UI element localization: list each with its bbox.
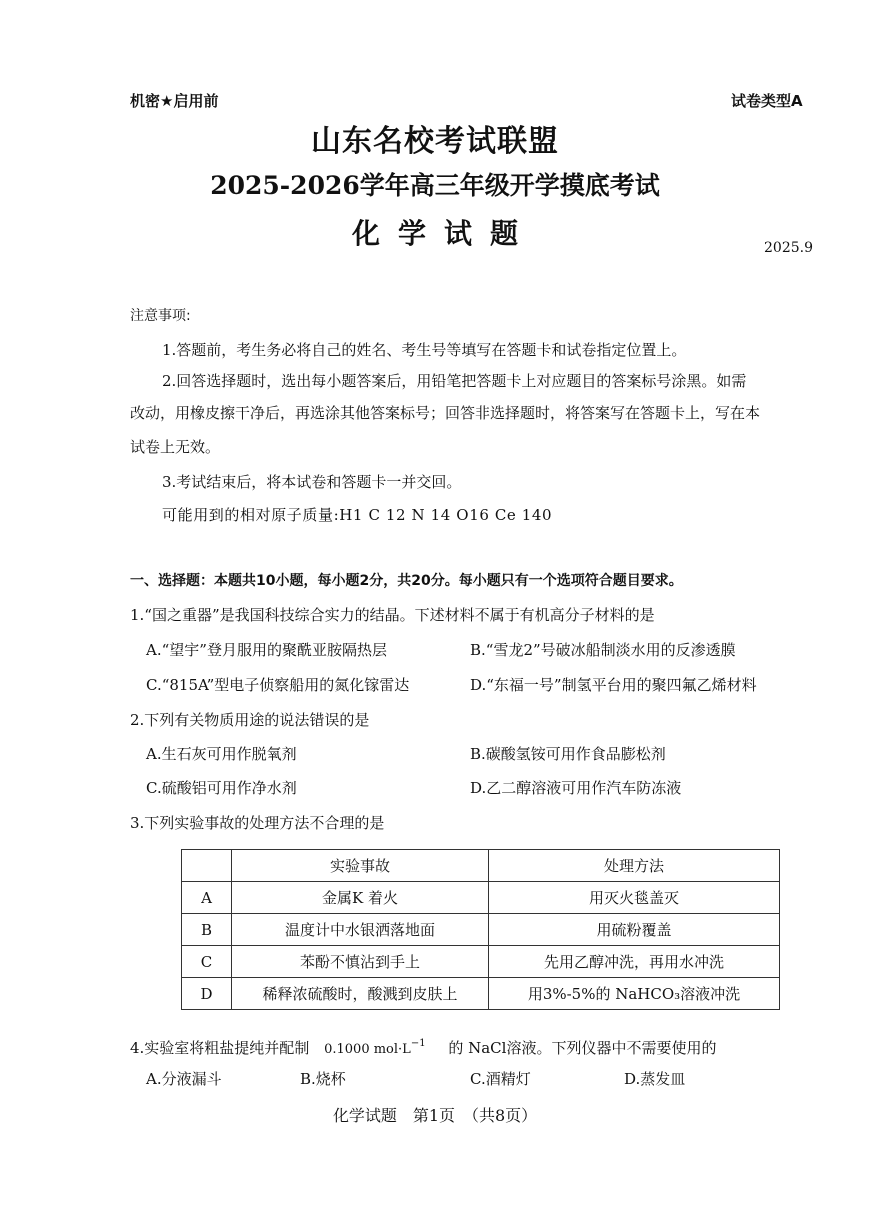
question-2-option-b: B.碳酸氢铵可用作食品膨松剂 — [470, 745, 666, 763]
concentration-exponent: −1 — [410, 1038, 426, 1049]
table-cell: 苯酚不慎沾到手上 — [232, 946, 489, 978]
table-cell: 用硫粉覆盖 — [489, 914, 780, 946]
note-item-3: 3.考试结束后，将本试卷和答题卡一并交回。 — [162, 473, 462, 491]
question-4-option-a: A.分液漏斗 — [146, 1070, 222, 1088]
question-4-option-b: B.烧杯 — [300, 1070, 346, 1088]
table-row — [182, 914, 780, 946]
table-cell: 温度计中水银洒落地面 — [232, 914, 489, 946]
note-item-2-line-1: 2.回答选择题时，选出每小题答案后，用铅笔把答题卡上对应题目的答案标号涂黑。如需 — [162, 372, 747, 390]
question-3-stem: 3.下列实验事故的处理方法不合理的是 — [130, 814, 385, 832]
paper-type-label: 试卷类型A — [731, 92, 803, 110]
table-cell: 金属K 着火 — [232, 882, 489, 914]
table-cell: D — [182, 978, 232, 1010]
confidential-label: 机密★启用前 — [130, 92, 219, 110]
exam-name-title: 2025-2026学年高三年级开学摸底考试 — [210, 171, 660, 200]
question-4-option-d: D.蒸发皿 — [624, 1070, 686, 1088]
question-2-stem: 2.下列有关物质用途的说法错误的是 — [130, 711, 370, 729]
question-1-option-a: A.“望宇”登月服用的聚酰亚胺隔热层 — [146, 641, 387, 659]
question-4-stem — [130, 1034, 716, 1060]
table-row — [182, 882, 780, 914]
table-row — [182, 946, 780, 978]
note-item-1: 1.答题前，考生务必将自己的姓名、考生号等填写在答题卡和试卷指定位置上。 — [162, 341, 687, 359]
question-3-table — [181, 849, 780, 1010]
table-cell: 先用乙醇冲洗，再用水冲洗 — [489, 946, 780, 978]
question-2-option-a: A.生石灰可用作脱氧剂 — [146, 745, 297, 763]
question-2-option-d: D.乙二醇溶液可用作汽车防冻液 — [470, 779, 682, 797]
concentration-value: 0.1000 mol·L — [324, 1042, 411, 1057]
subject-title: 化学试题 — [351, 217, 536, 250]
table-cell: 稀释浓硫酸时，酸溅到皮肤上 — [232, 978, 489, 1010]
table-header-row — [182, 850, 780, 882]
question-1-option-b: B.“雪龙2”号破冰船制淡水用的反渗透膜 — [470, 641, 736, 659]
section-1-heading: 一、选择题：本题共10小题，每小题2分，共20分。每小题只有一个选项符合题目要求。 — [130, 573, 683, 589]
note-item-2-line-3: 试卷上无效。 — [130, 438, 221, 456]
question-4-stem-part-1: 4.实验室将粗盐提纯并配制 — [130, 1039, 310, 1057]
atomic-mass-line: 可能用到的相对原子质量:H1 C 12 N 14 O16 Ce 140 — [162, 506, 553, 524]
table-cell: A — [182, 882, 232, 914]
page-footer: 化学试题 第1页 （共8页） — [332, 1106, 538, 1125]
table-cell: 用灭火毯盖灭 — [489, 882, 780, 914]
table-header-cell — [182, 850, 232, 882]
exam-alliance-title: 山东名校考试联盟 — [311, 124, 559, 159]
question-4-option-c: C.酒精灯 — [470, 1070, 531, 1088]
notes-heading: 注意事项: — [130, 308, 191, 324]
question-1-option-d: D.“东福一号”制氢平台用的聚四氟乙烯材料 — [470, 676, 757, 694]
table-row — [182, 978, 780, 1010]
exam-date: 2025.9 — [764, 240, 813, 256]
table-cell: B — [182, 914, 232, 946]
table-cell: 用3%-5%的 NaHCO₃溶液冲洗 — [489, 978, 780, 1010]
question-1-stem: 1.“国之重器”是我国科技综合实力的结晶。下述材料不属于有机高分子材料的是 — [130, 606, 655, 624]
table-cell: C — [182, 946, 232, 978]
question-4-stem-part-2: 的 NaCl溶液。下列仪器中不需要使用的 — [448, 1039, 717, 1057]
table-header-cell: 处理方法 — [489, 850, 780, 882]
question-2-option-c: C.硫酸铝可用作净水剂 — [146, 779, 297, 797]
question-1-option-c: C.“815A”型电子侦察船用的氮化镓雷达 — [146, 676, 410, 694]
table-header-cell: 实验事故 — [232, 850, 489, 882]
note-item-2-line-2: 改动，用橡皮擦干净后，再选涂其他答案标号；回答非选择题时，将答案写在答题卡上，写在本 — [130, 404, 761, 422]
